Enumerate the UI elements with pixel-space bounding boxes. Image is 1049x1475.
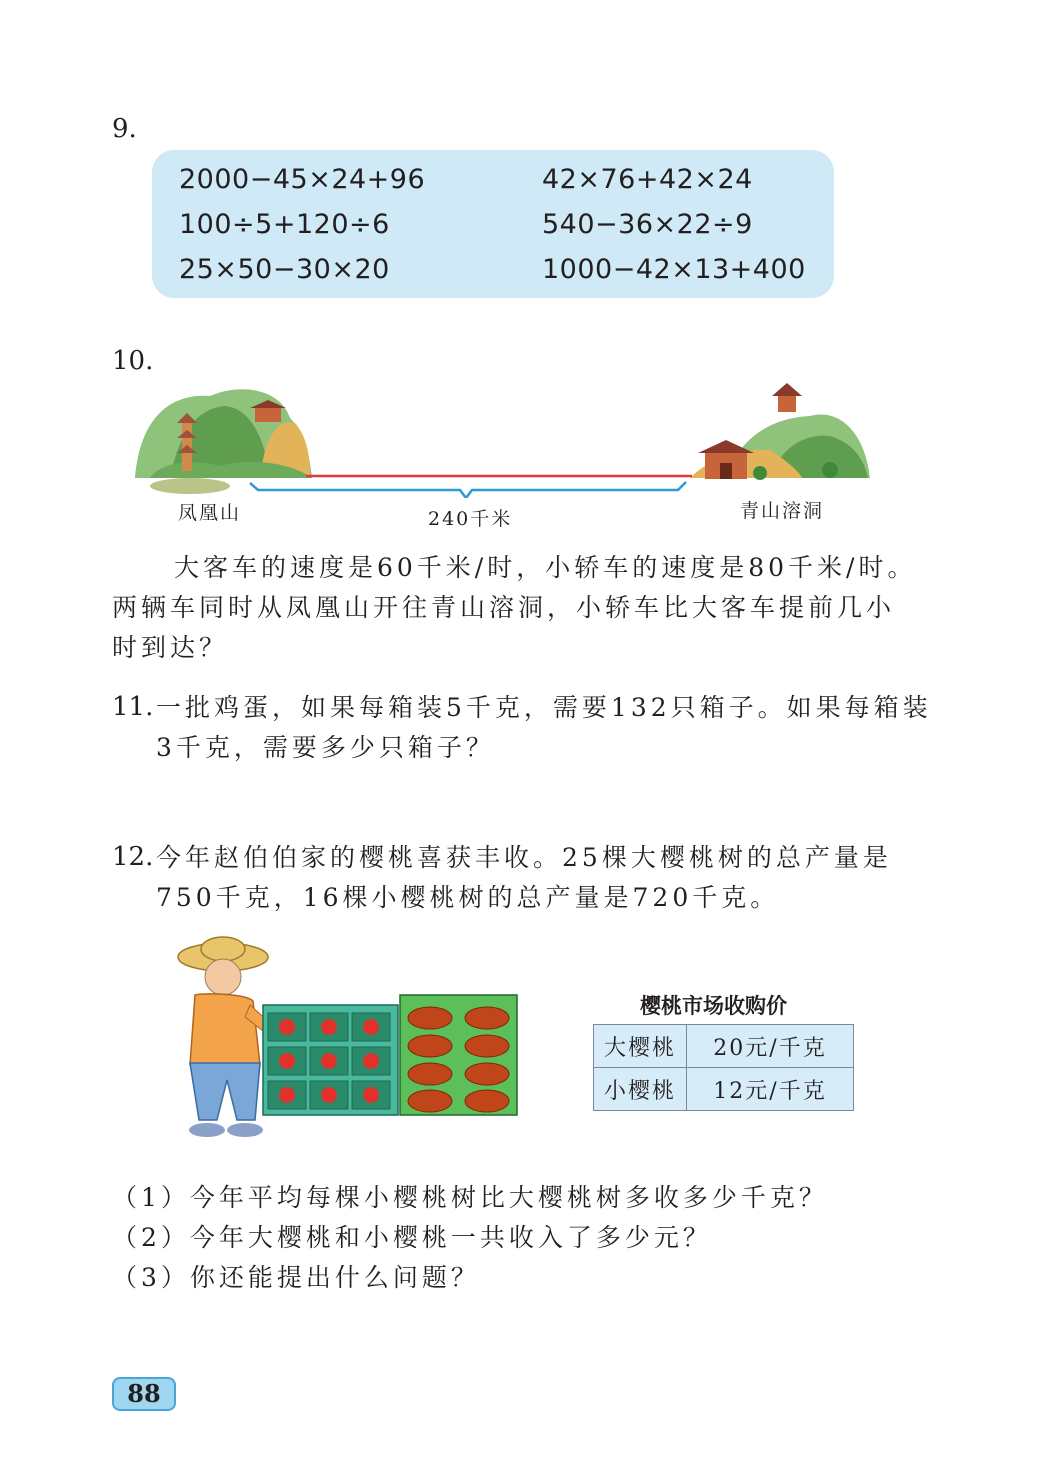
q12-text-line-1: 今年赵伯伯家的樱桃喜获丰收。25棵大樱桃树的总产量是 [156, 843, 892, 872]
left-mountain-illustration [135, 389, 312, 494]
place-right-label: 青山溶洞 [740, 500, 825, 522]
question-11-number: 11. [112, 692, 154, 722]
table-row [594, 1025, 854, 1068]
price-table [593, 1024, 854, 1111]
expression-2: 42×76+42×24 [542, 164, 753, 195]
calculation-box [152, 150, 834, 298]
q10-text-line-1: 大客车的速度是60千米/时，小轿车的速度是80千米/时。 [174, 553, 917, 582]
table-cell-price: 12元/千克 [687, 1068, 854, 1111]
farmer-illustration [178, 937, 270, 1137]
table-cell-name: 小樱桃 [594, 1068, 687, 1111]
subquestion-2: （2）今年大樱桃和小樱桃一共收入了多少元？ [112, 1223, 712, 1252]
table-cell-name: 大樱桃 [594, 1025, 687, 1068]
question-10-number: 10. [112, 346, 154, 376]
question-12-number: 12. [112, 842, 154, 872]
page-number-badge: 88 [112, 1377, 176, 1411]
cherry-boxes-illustration [263, 995, 517, 1115]
farmer-cherry-illustration [175, 935, 525, 1150]
expression-4: 540−36×22÷9 [542, 209, 753, 240]
table-cell-price: 20元/千克 [687, 1025, 854, 1068]
distance-brace [250, 482, 686, 498]
price-table-title: 樱桃市场收购价 [640, 994, 787, 1018]
expression-1: 2000−45×24+96 [179, 164, 426, 195]
q10-text-line-2: 两辆车同时从凤凰山开往青山溶洞，小轿车比大客车提前几小 [112, 593, 896, 622]
question-9-number: 9. [112, 114, 137, 144]
place-left-label: 凤凰山 [178, 502, 242, 524]
expression-5: 25×50−30×20 [179, 254, 390, 285]
subquestion-1: （1）今年平均每棵小樱桃树比大樱桃树多收多少千克？ [112, 1183, 828, 1212]
expression-3: 100÷5+120÷6 [179, 209, 390, 240]
route-illustration [130, 378, 875, 498]
expression-6: 1000−42×13+400 [542, 254, 806, 285]
q12-text-line-2: 750千克，16棵小樱桃树的总产量是720千克。 [156, 883, 780, 912]
q10-text-line-3: 时到达？ [112, 633, 229, 662]
distance-label: 240千米 [428, 508, 513, 530]
table-row [594, 1068, 854, 1111]
right-mountain-illustration [690, 383, 870, 480]
q11-text-line-2: 3千克，需要多少只箱子？ [156, 733, 495, 762]
q11-text-line-1: 一批鸡蛋，如果每箱装5千克，需要132只箱子。如果每箱装 [156, 693, 932, 722]
subquestion-3: （3）你还能提出什么问题？ [112, 1263, 480, 1292]
